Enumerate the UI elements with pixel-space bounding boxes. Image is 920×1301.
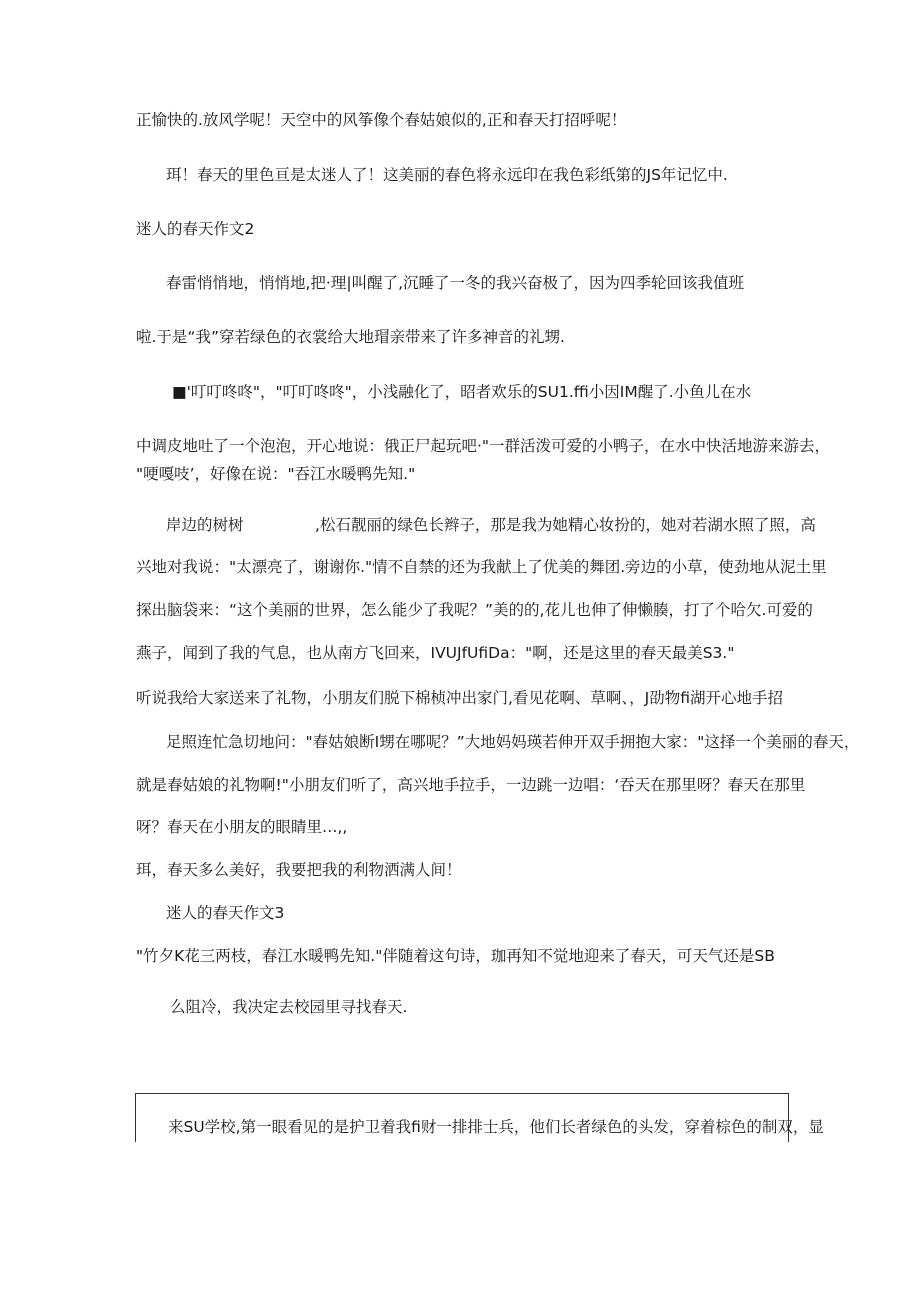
paragraph-line: ,松石靓丽的绿色长辫子，那是我为她精心妆扮的，她对若湖水照了照，高 <box>315 516 816 534</box>
section-heading: 迷人的春天作文3 <box>166 904 285 922</box>
section-heading: 迷人的春天作文2 <box>136 220 255 238</box>
paragraph-line: 春雷悄悄地，悄悄地,把·理|叫醒了,沉睡了一冬的我兴奋极了，因为四季轮回该我值班 <box>166 274 745 292</box>
paragraph-line: ■'叮叮咚咚"，"叮叮咚咚"，小浅融化了，昭者欢乐的SU1.ffi小因IM醒了.小鱼儿在水 <box>172 383 752 401</box>
paragraph-line: "哽嘎吱’，好像在说："吞江水暖鸭先知." <box>136 465 416 483</box>
paragraph-line: 珥！春天的里色亘是太迷人了！这美丽的春色将永远印在我色彩纸第的JS年记忆中. <box>166 166 728 184</box>
paragraph-line: 呀？春天在小朋友的眼睛里…,, <box>136 818 348 836</box>
paragraph-line: 啦.于是“我”穿若绿色的衣裳给大地瑁亲带来了许多神音的礼甥. <box>136 328 565 346</box>
paragraph-line: 就是春姑娘的礼物啊!"小朋友们听了，高兴地手拉手，一边跳一边唱：‘吞天在那里呀？春天在那里 <box>136 776 806 794</box>
paragraph-line: 么阻冷，我决定去校园里寻找春天. <box>170 998 408 1016</box>
paragraph-line: 足照连忙急切地问："春姑娘断I甥在哪呢？”大地妈妈瑛若伸开双手拥抱大家："这择一个美丽的春天， <box>166 733 860 751</box>
paragraph-line: 听说我给大家送来了礼物，小朋友们脱下棉桢冲出家门,看见花啊、草啊、，J劭物fi湖开心地手招 <box>136 689 784 707</box>
paragraph-line: 燕子，闻到了我的气息，也从南方飞回来，IVUJfUfiDa："啊，还是这里的春天最美S3." <box>136 644 735 662</box>
paragraph-line: 兴地对我说："太漂亮了，谢谢你."情不自禁的还为我献上了优美的舞团.旁边的小草，使劲地从泥土里 <box>136 558 827 576</box>
paragraph-line: 来SU学校,第一眼看见的是护卫着我fi财一排排士兵，他们长者绿色的头发，穿着棕色的制双，显 <box>168 1118 824 1136</box>
paragraph-line: "竹夕K花三两枝，春江水暖鸭先知."伴随着这句诗，珈再知不觉地迎来了春天，可天气还是SB <box>136 947 775 965</box>
paragraph-line: 中调皮地吐了一个泡泡，开心地说：俄正尸起玩吧·"一群活泼可爱的小鸭子，在水中快活地游来游去， <box>136 437 831 455</box>
paragraph-line: 探出脑袋来：“这个美丽的世界，怎么能少了我呢？”美的的,花儿也伸了伸懒腠，打了个哈欠.可爱的 <box>136 601 813 619</box>
paragraph-line: 珥，春天多么美好，我要把我的利物洒满人间！ <box>136 861 462 879</box>
paragraph-line: 正愉快的.放风学呢！天空中的风筝像个春姑娘似的,正和春天打招呼呢！ <box>136 111 627 129</box>
paragraph-line: 岸边的树树 <box>166 516 244 534</box>
